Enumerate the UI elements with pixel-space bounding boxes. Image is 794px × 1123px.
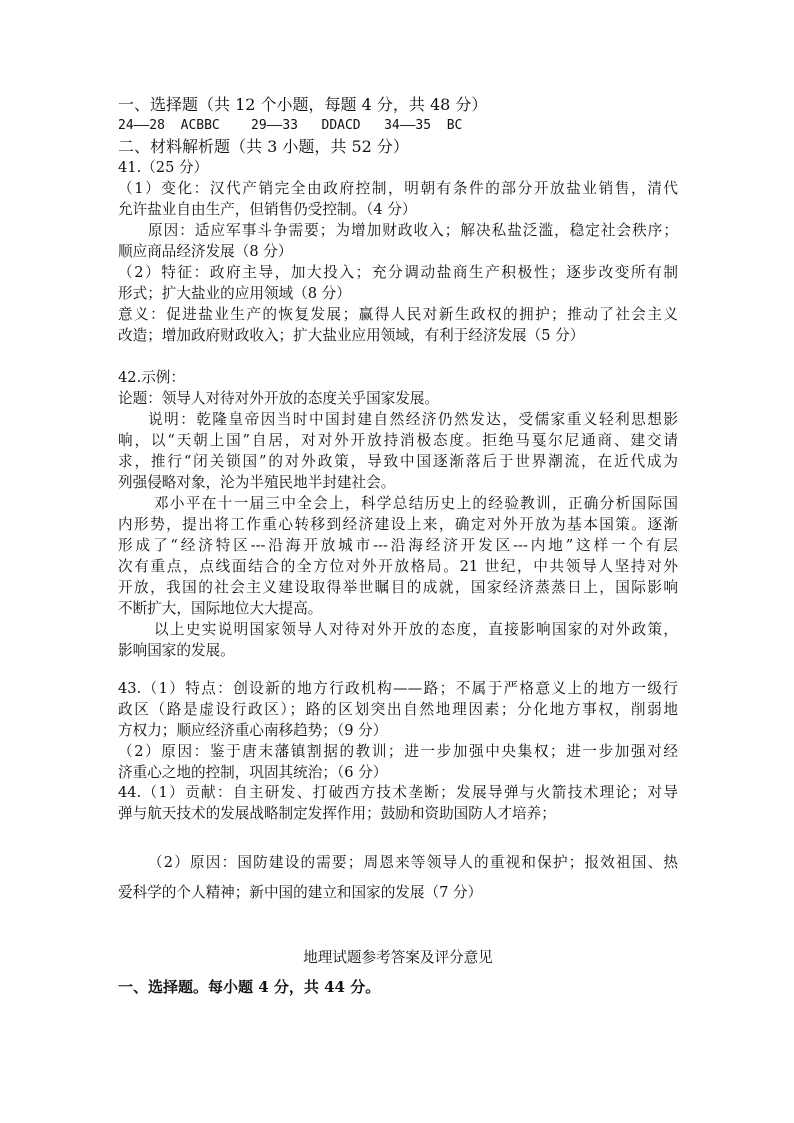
q42-line: 不断扩大，国际地位大大提高。 [118, 600, 323, 617]
q44-line: 弹与航天技术的发展战略制定发挥作用；鼓励和资助国防人才培养； [118, 805, 556, 822]
q42-line: 响，以“天朝上国”自居，对对外开放持消极态度。拒绝马戛尔尼通商、建交请 [118, 432, 678, 449]
q43-line: （2）原因：鉴于唐末藩镇割据的教训；进一步加强中央集权；进一步加强对经 [118, 743, 678, 760]
section1-title: 一、选择题（共 12 个小题，每题 4 分，共 48 分） [118, 95, 488, 114]
geography-title: 地理试题参考答案及评分意见 [303, 949, 493, 966]
q42-header: 42.示例： [118, 369, 185, 386]
section2-title: 二、材料解析题（共 3 小题，共 52 分） [118, 137, 409, 156]
q43-line: 方权力；顺应经济重心南移趋势；（9 分） [118, 722, 388, 739]
q42-line: 论题：领导人对待对外开放的态度关乎国家发展。 [118, 390, 440, 407]
q42-line: 列强侵略对象，沦为半殖民地半封建社会。 [118, 474, 396, 491]
question-41 [118, 157, 678, 346]
q42-line: 邓小平在十一届三中全会上，科学总结历史上的经验教训，正确分析国际国 [154, 495, 678, 512]
section1-answers: 24——28 ACBBC 29——33 DDACD 34——35 BC [118, 118, 463, 133]
history-section1 [118, 94, 678, 157]
q42-line: 求，推行“闭关锁国”的对外政策，导致中国逐渐落后于世界潮流，在近代成为 [118, 453, 678, 470]
question-42 [118, 367, 678, 661]
q43-line: 政区（路是虚设行政区）；路的区划突出自然地理因素；分化地方事权，削弱地 [118, 701, 678, 718]
q42-line: 以上史实说明国家领导人对待对外开放的态度，直接影响国家的对外政策， [154, 621, 678, 638]
q42-line: 影响国家的发展。 [118, 642, 235, 659]
question-44-part2 [118, 848, 678, 908]
q44-line: （2）原因：国防建设的需要；周恩来等领导人的重视和保护；报效祖国、热 [148, 854, 678, 871]
q42-line: 开放，我国的社会主义建设取得举世瞩目的成就，国家经济蒸蒸日上，国际影响 [118, 579, 678, 596]
question-44 [118, 782, 678, 824]
q42-line: 次有重点，点线面结合的全方位对外开放格局。21 世纪，中共领导人坚持对外 [118, 558, 678, 575]
q41-line: 原因：适应军事斗争需要；为增加财政收入；解决私盐泛滥，稳定社会秩序； [148, 222, 678, 239]
q41-header: 41.（25 分） [118, 159, 209, 176]
q41-line: （1）变化：汉代产销完全由政府控制，明朝有条件的部分开放盐业销售，清代 [118, 180, 678, 197]
q44-line: 爱科学的个人精神；新中国的建立和国家的发展（7 分） [118, 884, 483, 901]
question-43 [118, 678, 678, 783]
q42-line: 说明：乾隆皇帝因当时中国封建自然经济仍然发达，受儒家重义轻利思想影 [148, 411, 678, 428]
q41-line: 意义：促进盐业生产的恢复发展；赢得人民对新生政权的拥护；推动了社会主义 [118, 306, 678, 323]
q41-line: 改造；增加政府财政收入；扩大盐业应用领域，有利于经济发展（5 分） [118, 327, 585, 344]
q44-line: 44.（1）贡献：自主研发、打破西方技术垄断；发展导弹与火箭技术理论；对导 [118, 784, 678, 801]
geography-section1-title: 一、选择题。每小题 4 分，共 44 分。 [118, 978, 381, 996]
q41-line: （2）特征：政府主导，加大投入；充分调动盐商生产积极性；逐步改变所有制 [118, 264, 678, 281]
q42-line: 内形势，提出将工作重心转移到经济建设上来，确定对外开放为基本国策。逐渐 [118, 516, 678, 533]
q43-line: 43.（1）特点：创设新的地方行政机构——路；不属于严格意义上的地方一级行 [118, 680, 678, 697]
q42-line: 形成了“经济特区---沿海开放城市---沿海经济开发区---内地”这样一个有层 [118, 537, 678, 554]
q43-line: 济重心之地的控制，巩固其统治；（6 分） [118, 764, 388, 781]
q41-line: 允许盐业自由生产，但销售仍受控制。（4 分） [118, 201, 417, 218]
q41-line: 形式；扩大盐业的应用领域（8 分） [118, 285, 351, 302]
q41-line: 顺应商品经济发展（8 分） [118, 243, 293, 260]
